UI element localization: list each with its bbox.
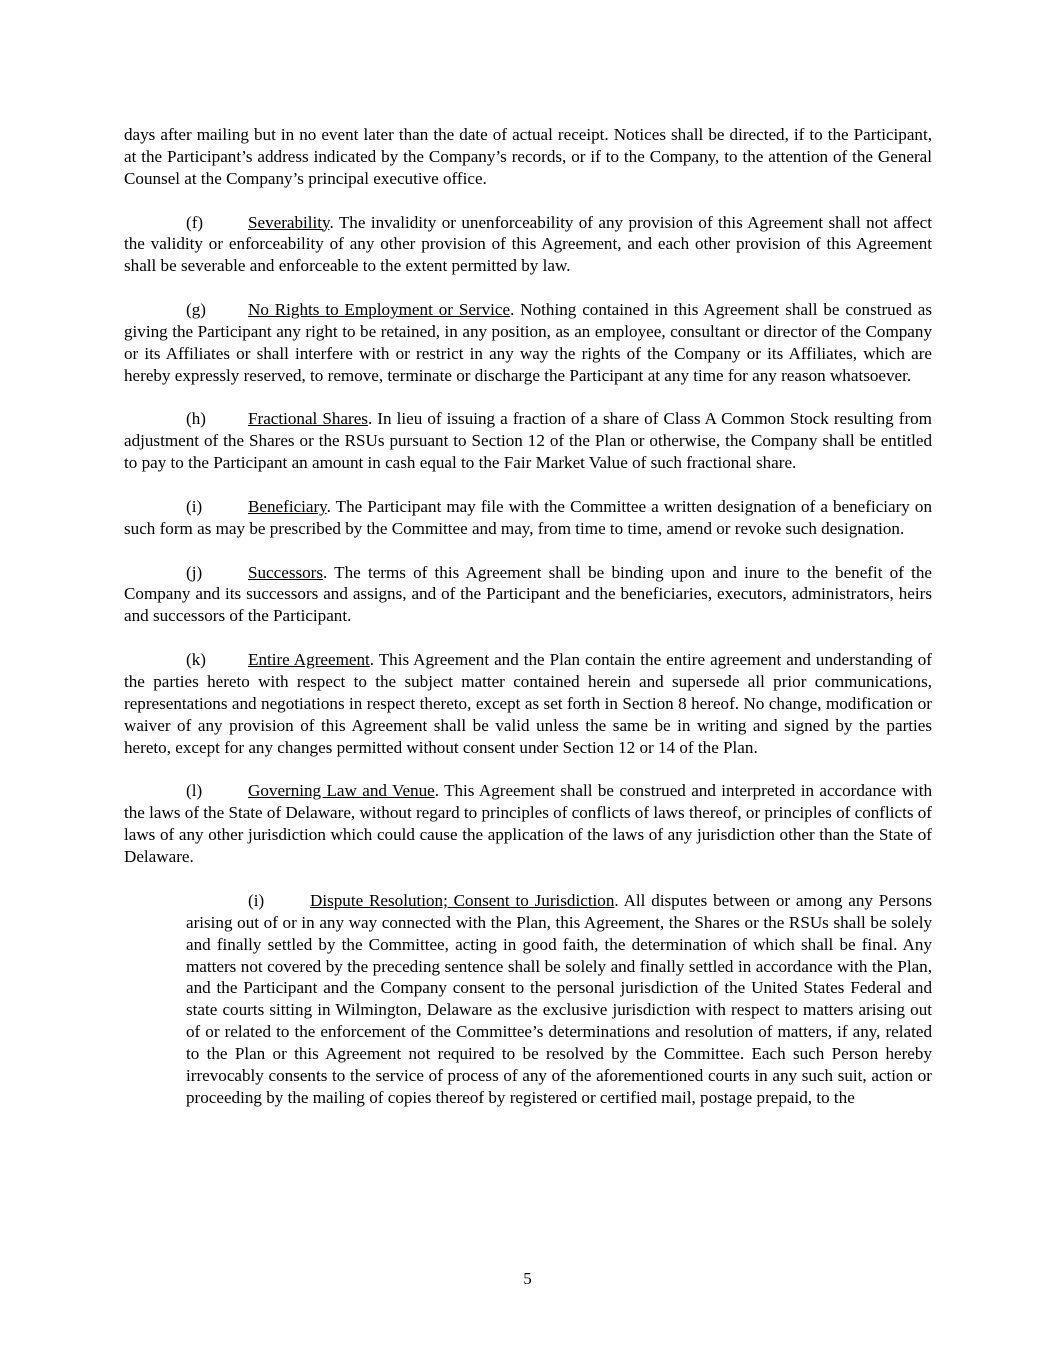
subsection-heading: Dispute Resolution; Consent to Jurisdiction (310, 890, 615, 910)
section-heading: Fractional Shares (248, 409, 368, 429)
section-heading: Beneficiary (248, 496, 327, 516)
continuation-paragraph: days after mailing but in no event later than the date of actual receipt. Notices shall be directed, if to the Participant, at the Participant’s address indicated by the Company’s records, or if to the Company, to the attention of the General Counsel at the Company’s principal executive office. (124, 125, 932, 188)
section-marker: (l) (186, 781, 203, 801)
section-heading: Governing Law and Venue (248, 781, 435, 801)
section-body: . This Agreement and the Plan contain the entire agreement and understanding of the parties hereto with respect to the subject matter contained herein and supersede all prior communications, representations and negotiations in respect thereto, except as set forth in Section 8 hereof. No change, modification or waiver of any provision of this Agreement shall be valid unless the same be in writing and signed by the parties hereto, except for any changes permitted without consent under Section 12 or 14 of the Plan. (124, 650, 932, 757)
section-marker: (f) (186, 212, 204, 232)
section-g-no-rights-to-employment (124, 299, 932, 387)
section-marker: (g) (186, 300, 206, 320)
section-marker: (j) (186, 562, 203, 582)
page-number: 5 (523, 1269, 532, 1288)
section-body: . In lieu of issuing a fraction of a share of Class A Common Stock resulting from adjustment of the Shares or the RSUs pursuant to Section 12 of the Plan or otherwise, the Company shall be entitled to pay to the Participant an amount in cash equal to the Fair Market Value of such fractional share. (124, 409, 932, 473)
section-marker: (i) (186, 496, 203, 516)
section-body: . This Agreement shall be construed and interpreted in accordance with the laws of the State of Delaware, without regard to principles of conflicts of laws thereof, or principles of conflicts of laws of any other jurisdiction which could cause the application of the laws of any jurisdiction other than the State of Delaware. (124, 781, 933, 867)
section-i-beneficiary (124, 496, 932, 540)
section-heading: Severability (248, 212, 330, 232)
section-heading: Entire Agreement (248, 650, 370, 670)
section-body: . The terms of this Agreement shall be binding upon and inure to the benefit of the Company and its successors and assigns, and of the Participant and the beneficiaries, executors, administrators, heirs and successors of the Participant. (124, 562, 932, 626)
section-heading: Successors (248, 562, 324, 582)
section-k-entire-agreement (124, 649, 932, 759)
section-heading: No Rights to Employment or Service (248, 300, 511, 320)
section-l-governing-law (124, 780, 932, 868)
section-body: . Nothing contained in this Agreement shall be construed as giving the Participant any right to be retained, in any position, as an employee, consultant or director of the Company or its Affiliates or shall interfere with or restrict in any way the rights of the Company or its Affiliates, which are hereby expressly reserved, to remove, terminate or discharge the Participant at any time for any reason whatsoever. (124, 300, 932, 385)
section-body: . The invalidity or unenforceability of any provision of this Agreement shall not affect the validity or enforceability of any other provision of this Agreement, and each other provision of this Agreement shall be severable and enforceable to the extent permitted by law. (124, 212, 932, 276)
section-j-successors (124, 562, 932, 628)
subsection-body: . All disputes between or among any Persons arising out of or in any way connected with the Plan, this Agreement, the Shares or the RSUs shall be solely and finally settled by the Committee, acting in good faith, the determination of which shall be final. Any matters not covered by the preceding sentence shall be solely and finally settled in accordance with the Plan, and the Participant and the Company consent to the personal jurisdiction of the United States Federal and state courts sitting in Wilmington, Delaware as the exclusive jurisdiction with respect to matters arising out of or related to the enforcement of the Committee’s determinations and resolution of matters, if any, related to the Plan or this Agreement not required to be resolved by the Committee. Each such Person hereby irrevocably consents to the service of process of any of the aforementioned courts in any such suit, action or proceeding by the mailing of copies thereof by registered or certified mail, postage prepaid, to the (186, 890, 932, 1107)
subsection-i-dispute-resolution (186, 890, 932, 1109)
section-h-fractional-shares (124, 408, 932, 474)
section-marker: (k) (186, 650, 206, 670)
section-f-severability (124, 212, 932, 278)
document-body (124, 124, 932, 1131)
section-marker: (h) (186, 409, 206, 429)
subsection-marker: (i) (248, 890, 265, 910)
section-body: . The Participant may file with the Committee a written designation of a beneficiary on such form as may be prescribed by the Committee and may, from time to time, amend or revoke such designation. (124, 496, 932, 538)
